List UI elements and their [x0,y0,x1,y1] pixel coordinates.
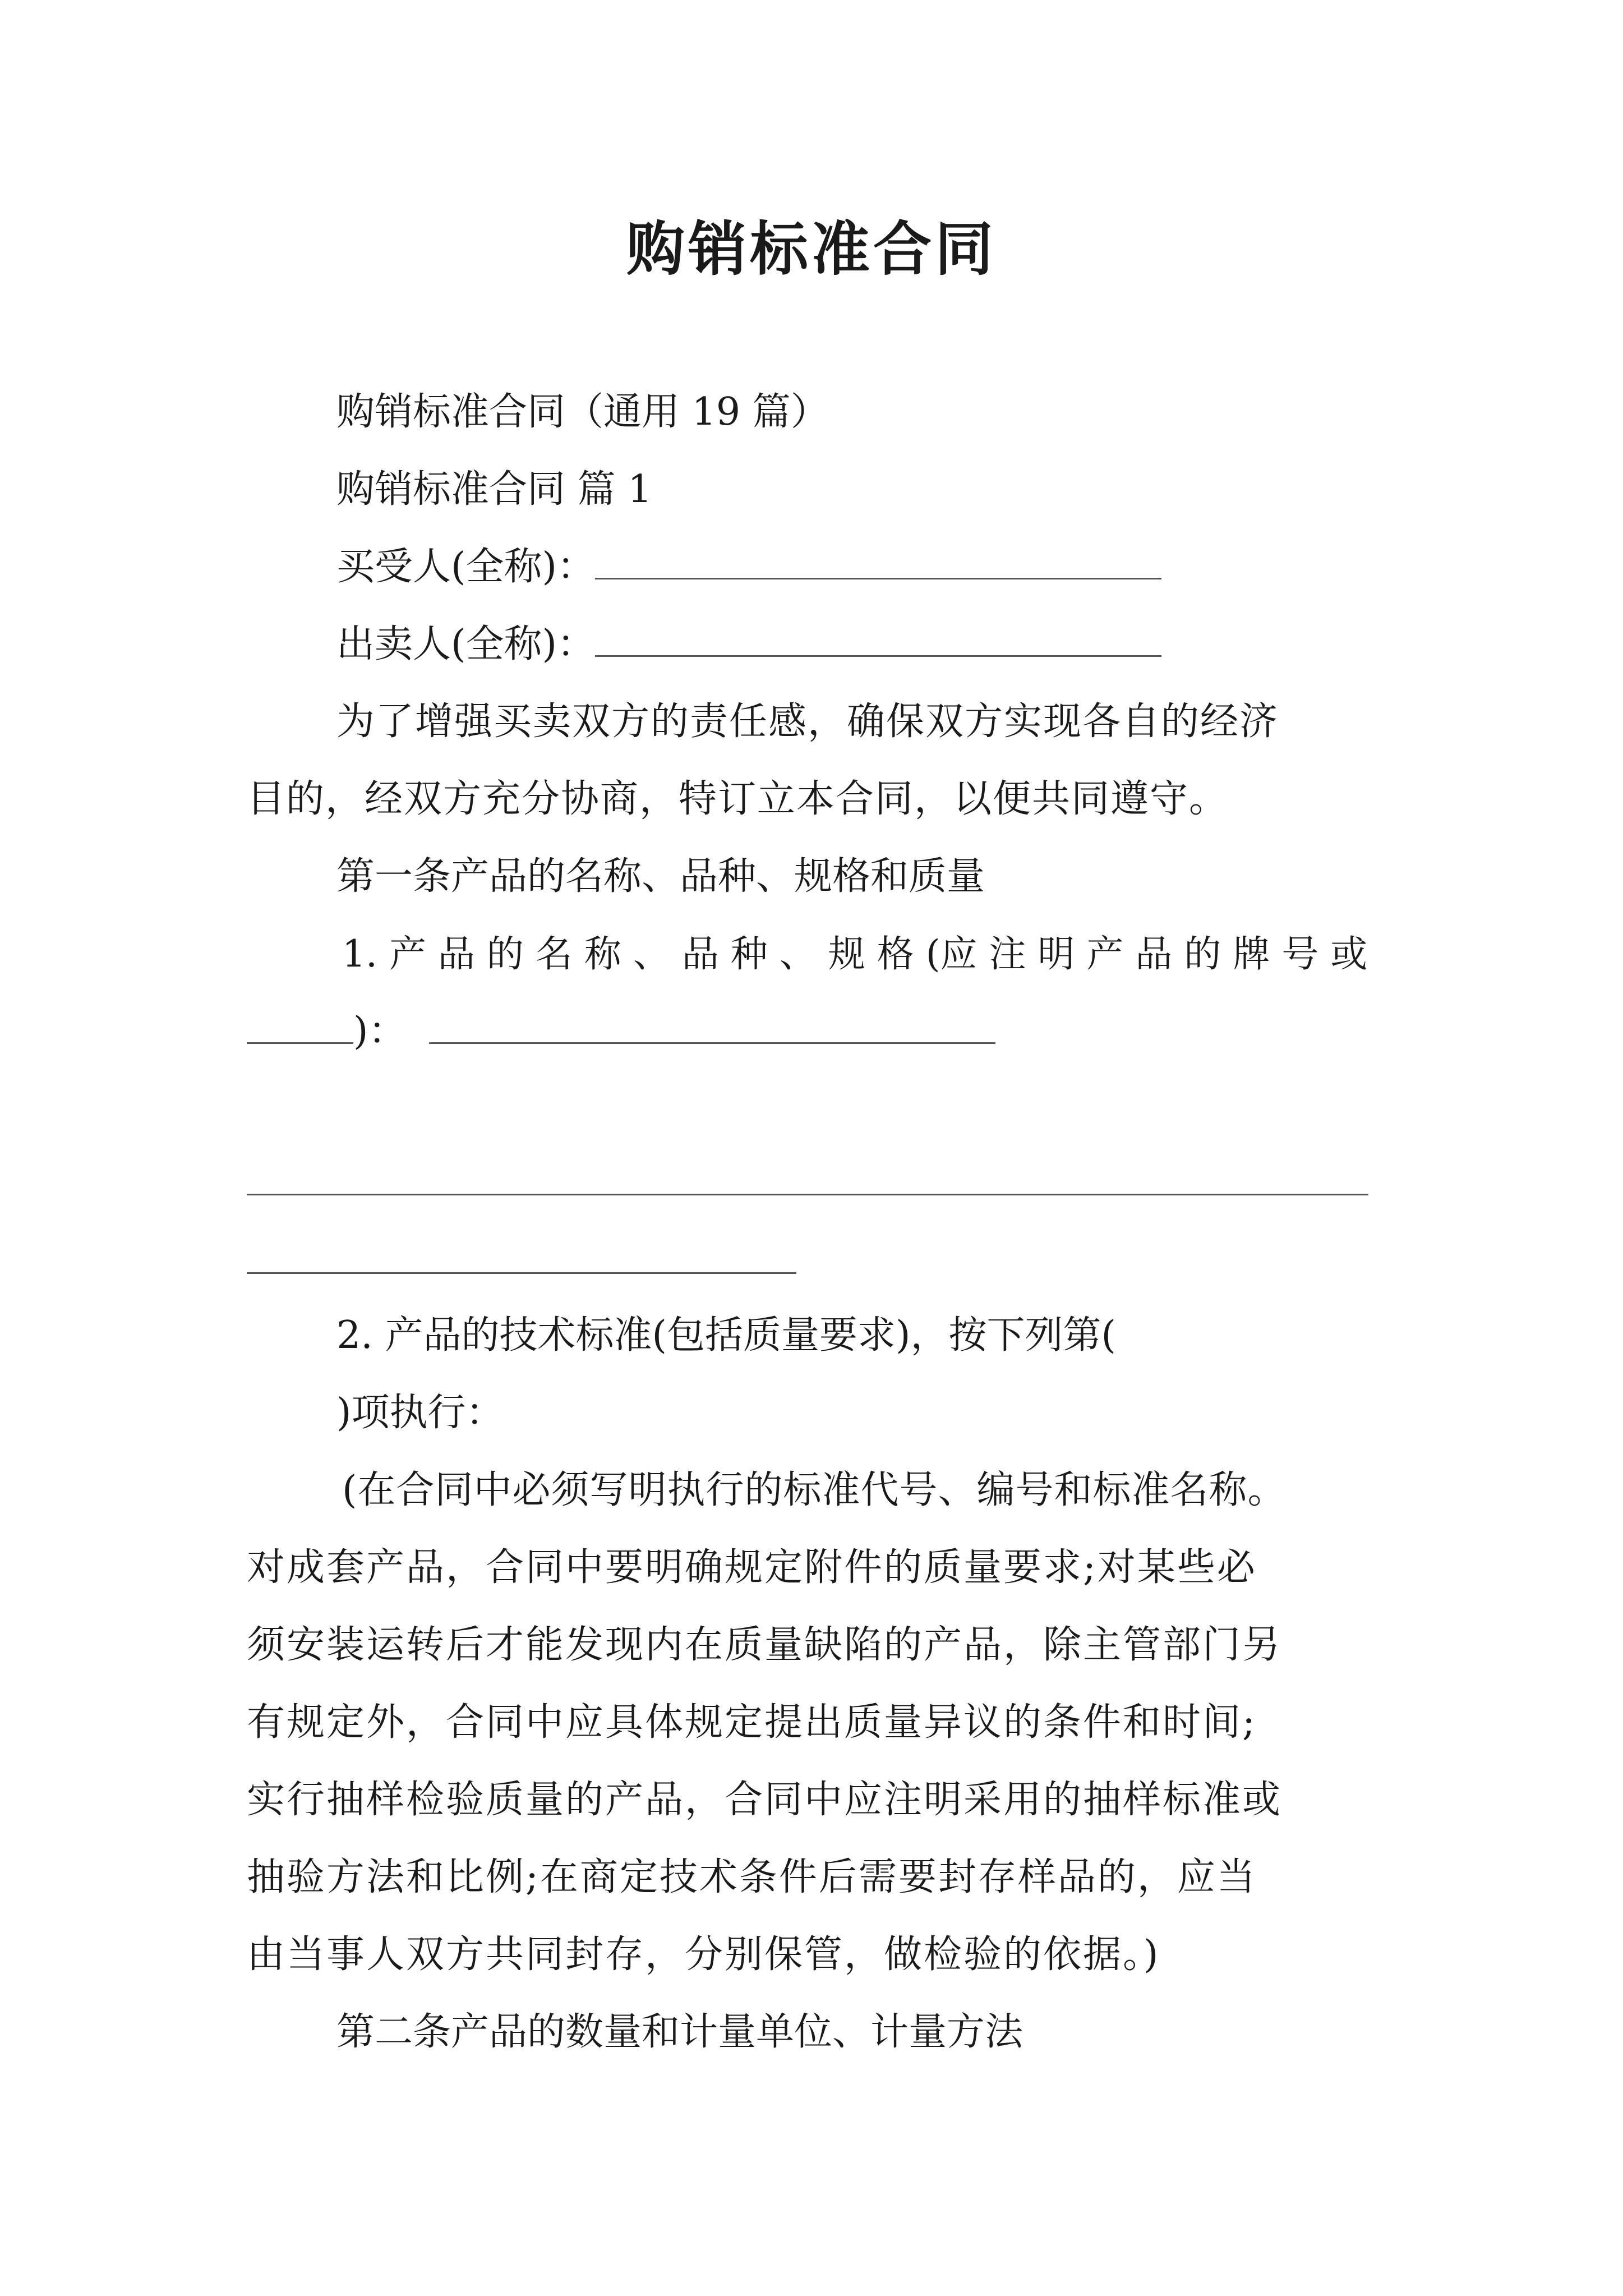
product-spec-blank[interactable] [429,1009,995,1044]
item-2-line-2: )项执行： [336,1391,504,1435]
spec-blank-line-2[interactable] [247,1272,796,1274]
item-1-line-2 [247,1006,995,1057]
article-2-heading: 第二条产品的数量和计量单位、计量方法 [336,2010,1023,2054]
note-line-3: 须安装运转后才能发现内在质量缺陷的产品，除主管部门另 [247,1623,1283,1667]
buyer-label: 买受人(全称)： [336,545,596,589]
item-1-line-1: 1. 产 品 的 名 称 、 品 种 、 规 格 (应 注 明 产 品 的 牌 号 或 [342,932,1368,976]
article-1-heading: 第一条产品的名称、品种、规格和质量 [336,854,985,899]
buyer-name-blank[interactable] [595,544,1161,579]
section-heading: 购销标准合同 篇 1 [336,467,652,512]
intro-paragraph-line-1: 为了增强买卖双方的责任感，确保双方实现各自的经济 [336,700,1279,744]
note-line-4: 有规定外，合同中应具体规定提出质量异议的条件和时间; [247,1700,1257,1745]
note-line-1: (在合同中必须写明执行的标准代号、编号和标准名称。 [342,1468,1287,1512]
document-title: 购销标准合同 [626,214,997,283]
seller-name-blank[interactable] [595,622,1161,657]
spec-blank-line-1[interactable] [247,1194,1368,1195]
note-line-7: 由当事人双方共同封存，分别保管，做检验的依据。) [247,1932,1160,1977]
buyer-line [336,542,1161,592]
note-line-6: 抽验方法和比例;在商定技术条件后需要封存样品的，应当 [247,1855,1257,1899]
item-2-line-1: 2. 产品的技术标准(包括质量要求)，按下列第( [336,1313,1117,1358]
brand-blank[interactable] [247,1009,353,1044]
intro-paragraph-line-2: 目的，经双方充分协商，特订立本合同，以便共同遵守。 [247,777,1229,821]
seller-line [336,619,1161,670]
seller-label: 出卖人(全称)： [336,622,596,666]
note-line-5: 实行抽样检验质量的产品，合同中应注明采用的抽样标准或 [247,1778,1283,1822]
note-line-2: 对成套产品，合同中要明确规定附件的质量要求;对某些必 [247,1545,1257,1590]
item-1-suffix: )： [353,1009,407,1053]
document-subtitle: 购销标准合同（通用 19 篇） [336,390,829,434]
